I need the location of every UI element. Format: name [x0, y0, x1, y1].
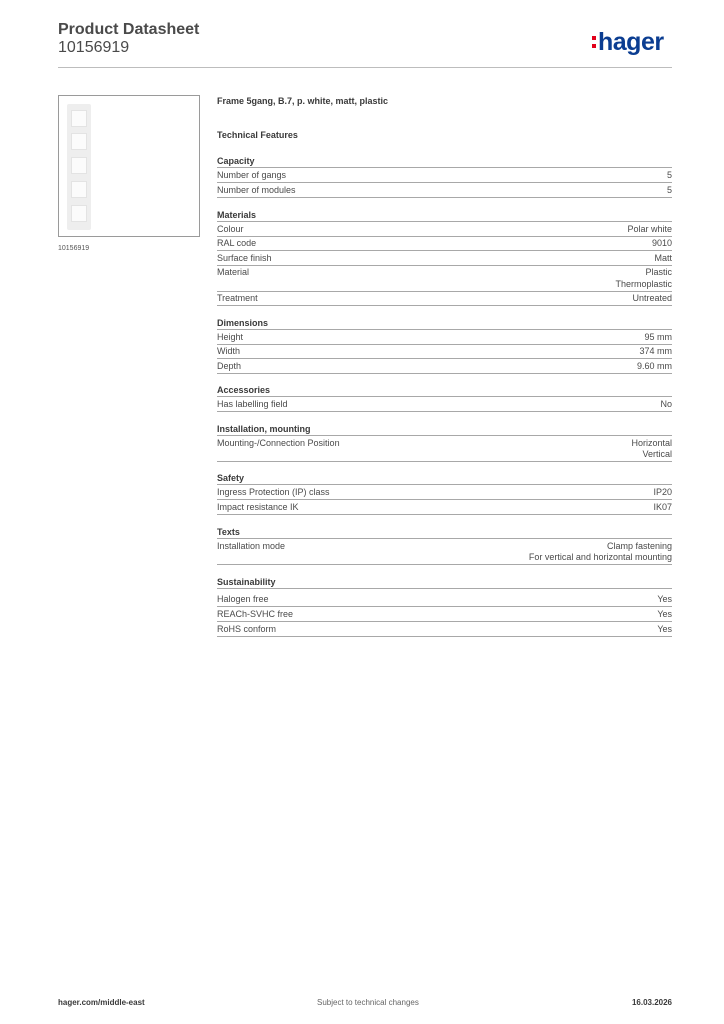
frame-cell — [71, 205, 87, 222]
spec-label: Has labelling field — [217, 399, 288, 409]
spec-label: Treatment — [217, 293, 258, 303]
page-title: Product Datasheet — [58, 21, 200, 38]
product-image — [58, 95, 200, 237]
spec-label: Halogen free — [217, 594, 269, 604]
section-heading-materials: Materials — [217, 210, 257, 220]
spec-value: Yes — [657, 624, 672, 634]
section-heading-accessories: Accessories — [217, 385, 271, 395]
section-divider — [217, 167, 672, 168]
spec-label: Installation mode — [217, 541, 286, 551]
row-divider — [217, 197, 672, 198]
spec-value: Matt — [654, 253, 672, 263]
spec-value: 9.60 mm — [636, 361, 672, 371]
frame-cell — [71, 181, 87, 198]
frame-cell — [71, 133, 87, 150]
spec-value: IP20 — [653, 487, 672, 497]
row-divider — [217, 499, 672, 500]
spec-label: REACh-SVHC free — [217, 609, 294, 619]
row-divider — [217, 564, 672, 565]
product-image-caption: 10156919 — [58, 245, 90, 252]
spec-value: Yes — [657, 594, 672, 604]
spec-value: Clamp fastening — [606, 541, 672, 551]
frame-cell — [71, 110, 87, 127]
product-number: 10156919 — [58, 39, 130, 56]
section-divider — [217, 329, 672, 330]
footer-website-link[interactable]: hager.com/middle-east — [58, 998, 145, 1007]
spec-value: IK07 — [653, 502, 672, 512]
spec-value: 95 mm — [644, 332, 672, 342]
spec-value: Horizontal — [631, 438, 672, 448]
technical-features-heading: Technical Features — [217, 130, 298, 140]
footer-notice: Subject to technical changes — [317, 998, 419, 1007]
row-divider — [217, 291, 672, 292]
spec-value: Thermoplastic — [615, 279, 672, 289]
row-divider — [217, 265, 672, 266]
spec-value: Yes — [657, 609, 672, 619]
section-divider — [217, 221, 672, 222]
hager-logo — [592, 29, 664, 55]
spec-label: Surface finish — [217, 253, 272, 263]
section-divider — [217, 435, 672, 436]
spec-label: Number of modules — [217, 185, 296, 195]
spec-label: Ingress Protection (IP) class — [217, 487, 330, 497]
product-name: Frame 5gang, B.7, p. white, matt, plastic — [217, 96, 389, 106]
spec-label: Number of gangs — [217, 170, 287, 180]
spec-label: Width — [217, 346, 241, 356]
spec-value: 5 — [666, 185, 672, 195]
header-divider — [58, 67, 672, 68]
spec-value: 374 mm — [639, 346, 672, 356]
spec-value: Vertical — [642, 449, 672, 459]
row-divider — [217, 621, 672, 622]
section-divider — [217, 484, 672, 485]
section-divider — [217, 588, 672, 589]
section-divider — [217, 396, 672, 397]
spec-label: RoHS conform — [217, 624, 277, 634]
spec-label: Depth — [217, 361, 242, 371]
spec-value: Polar white — [627, 224, 672, 234]
section-heading-installation: Installation, mounting — [217, 424, 311, 434]
spec-value: 5 — [666, 170, 672, 180]
row-divider — [217, 236, 672, 237]
frame-cell — [71, 157, 87, 174]
row-divider — [217, 373, 672, 374]
row-divider — [217, 344, 672, 345]
spec-label: RAL code — [217, 238, 257, 248]
row-divider — [217, 182, 672, 183]
footer-date: 16.03.2026 — [631, 998, 672, 1007]
row-divider — [217, 606, 672, 607]
section-heading-capacity: Capacity — [217, 156, 255, 166]
spec-label: Impact resistance IK — [217, 502, 299, 512]
spec-value: Plastic — [645, 267, 672, 277]
spec-label: Material — [217, 267, 250, 277]
row-divider — [217, 411, 672, 412]
section-heading-texts: Texts — [217, 527, 240, 537]
spec-value: Untreated — [632, 293, 672, 303]
spec-value: 9010 — [651, 238, 672, 248]
spec-value: For vertical and horizontal mounting — [528, 552, 672, 562]
spec-label: Height — [217, 332, 244, 342]
section-divider — [217, 538, 672, 539]
row-divider — [217, 461, 672, 462]
spec-label: Mounting-/Connection Position — [217, 438, 340, 448]
row-divider — [217, 514, 672, 515]
spec-label: Colour — [217, 224, 244, 234]
section-heading-dimensions: Dimensions — [217, 318, 269, 328]
row-divider — [217, 305, 672, 306]
spec-value: No — [660, 399, 672, 409]
frame-5gang-illustration — [67, 104, 91, 230]
section-heading-safety: Safety — [217, 473, 245, 483]
logo-dots-icon — [592, 36, 596, 48]
row-divider — [217, 250, 672, 251]
logo-text: hager — [598, 27, 664, 56]
section-heading-sustainability: Sustainability — [217, 577, 276, 587]
row-divider — [217, 358, 672, 359]
row-divider — [217, 636, 672, 637]
